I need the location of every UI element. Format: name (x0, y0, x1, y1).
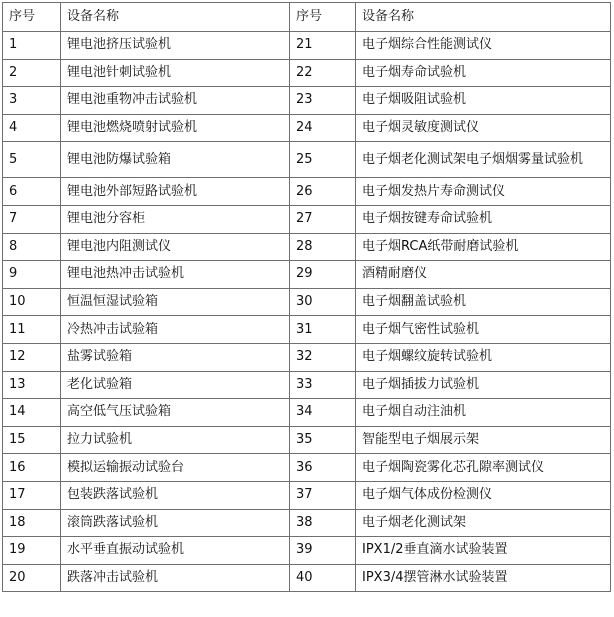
serial-cell-right: 34 (290, 399, 356, 427)
serial-cell-right: 32 (290, 343, 356, 371)
name-cell-right: 电子烟螺纹旋转试验机 (356, 343, 611, 371)
name-cell-left: 锂电池热冲击试验机 (61, 261, 290, 289)
table-row (3, 288, 611, 316)
serial-cell-left: 15 (3, 426, 61, 454)
serial-cell-left: 11 (3, 316, 61, 344)
serial-cell-left: 17 (3, 481, 61, 509)
equipment-table (2, 2, 611, 592)
name-cell-right: 酒精耐磨仪 (356, 261, 611, 289)
name-cell-right: 电子烟插拔力试验机 (356, 371, 611, 399)
serial-cell-right: 35 (290, 426, 356, 454)
table-row (3, 399, 611, 427)
serial-cell-right: 40 (290, 564, 356, 592)
name-cell-right: IPX3/4摆管淋水试验装置 (356, 564, 611, 592)
name-cell-right: 电子烟发热片寿命测试仪 (356, 178, 611, 206)
name-cell-right: 电子烟吸阻试验机 (356, 87, 611, 115)
table-row (3, 564, 611, 592)
table-row (3, 142, 611, 178)
name-cell-right: 电子烟气密性试验机 (356, 316, 611, 344)
serial-cell-right: 31 (290, 316, 356, 344)
name-cell-left: 冷热冲击试验箱 (61, 316, 290, 344)
table-row (3, 316, 611, 344)
table-row (3, 343, 611, 371)
name-cell-right: 电子烟翻盖试验机 (356, 288, 611, 316)
name-cell-left: 锂电池挤压试验机 (61, 32, 290, 60)
table-header-row (3, 3, 611, 32)
name-cell-left: 锂电池针刺试验机 (61, 59, 290, 87)
serial-cell-right: 23 (290, 87, 356, 115)
serial-cell-left: 3 (3, 87, 61, 115)
name-cell-right: 电子烟老化测试架 (356, 509, 611, 537)
table-row (3, 537, 611, 565)
serial-cell-left: 4 (3, 114, 61, 142)
name-cell-right: 电子烟自动注油机 (356, 399, 611, 427)
serial-cell-right: 29 (290, 261, 356, 289)
serial-cell-left: 19 (3, 537, 61, 565)
table-row (3, 178, 611, 206)
serial-cell-left: 13 (3, 371, 61, 399)
name-cell-right: 电子烟灵敏度测试仪 (356, 114, 611, 142)
name-cell-right: 电子烟气体成份检测仪 (356, 481, 611, 509)
table-body (3, 32, 611, 592)
name-cell-left: 锂电池燃烧喷射试验机 (61, 114, 290, 142)
name-cell-left: 跌落冲击试验机 (61, 564, 290, 592)
name-cell-left: 锂电池外部短路试验机 (61, 178, 290, 206)
name-cell-left: 拉力试验机 (61, 426, 290, 454)
table-row (3, 114, 611, 142)
table-row (3, 509, 611, 537)
header-name-left: 设备名称 (61, 3, 290, 32)
serial-cell-right: 38 (290, 509, 356, 537)
name-cell-right: 智能型电子烟展示架 (356, 426, 611, 454)
serial-cell-right: 36 (290, 454, 356, 482)
name-cell-right: 电子烟RCA纸带耐磨试验机 (356, 233, 611, 261)
serial-cell-left: 5 (3, 142, 61, 178)
serial-cell-left: 7 (3, 205, 61, 233)
name-cell-right: 电子烟陶瓷雾化芯孔隙率测试仪 (356, 454, 611, 482)
serial-cell-right: 22 (290, 59, 356, 87)
serial-cell-right: 37 (290, 481, 356, 509)
serial-cell-right: 25 (290, 142, 356, 178)
name-cell-left: 恒温恒湿试验箱 (61, 288, 290, 316)
serial-cell-right: 26 (290, 178, 356, 206)
table-row (3, 261, 611, 289)
name-cell-left: 锂电池防爆试验箱 (61, 142, 290, 178)
serial-cell-left: 12 (3, 343, 61, 371)
table-row (3, 32, 611, 60)
serial-cell-left: 16 (3, 454, 61, 482)
serial-cell-left: 9 (3, 261, 61, 289)
table-row (3, 371, 611, 399)
serial-cell-left: 2 (3, 59, 61, 87)
serial-cell-left: 14 (3, 399, 61, 427)
name-cell-left: 老化试验箱 (61, 371, 290, 399)
serial-cell-right: 24 (290, 114, 356, 142)
name-cell-right: 电子烟综合性能测试仪 (356, 32, 611, 60)
name-cell-left: 锂电池重物冲击试验机 (61, 87, 290, 115)
table-row (3, 205, 611, 233)
serial-cell-left: 1 (3, 32, 61, 60)
serial-cell-right: 21 (290, 32, 356, 60)
header-serial-left: 序号 (3, 3, 61, 32)
serial-cell-right: 33 (290, 371, 356, 399)
serial-cell-left: 6 (3, 178, 61, 206)
name-cell-left: 盐雾试验箱 (61, 343, 290, 371)
name-cell-right: IPX1/2垂直滴水试验装置 (356, 537, 611, 565)
serial-cell-left: 10 (3, 288, 61, 316)
serial-cell-right: 30 (290, 288, 356, 316)
table-row (3, 481, 611, 509)
serial-cell-left: 20 (3, 564, 61, 592)
name-cell-right: 电子烟寿命试验机 (356, 59, 611, 87)
name-cell-left: 包装跌落试验机 (61, 481, 290, 509)
table-row (3, 454, 611, 482)
name-cell-right: 电子烟老化测试架电子烟烟雾量试验机 (356, 142, 611, 178)
serial-cell-right: 39 (290, 537, 356, 565)
serial-cell-left: 18 (3, 509, 61, 537)
table-row (3, 233, 611, 261)
table-row (3, 87, 611, 115)
table-row (3, 426, 611, 454)
serial-cell-right: 27 (290, 205, 356, 233)
name-cell-left: 高空低气压试验箱 (61, 399, 290, 427)
table-row (3, 59, 611, 87)
serial-cell-left: 8 (3, 233, 61, 261)
header-name-right: 设备名称 (356, 3, 611, 32)
name-cell-left: 水平垂直振动试验机 (61, 537, 290, 565)
serial-cell-right: 28 (290, 233, 356, 261)
name-cell-left: 模拟运输振动试验台 (61, 454, 290, 482)
name-cell-right: 电子烟按键寿命试验机 (356, 205, 611, 233)
name-cell-left: 滚筒跌落试验机 (61, 509, 290, 537)
header-serial-right: 序号 (290, 3, 356, 32)
name-cell-left: 锂电池分容柜 (61, 205, 290, 233)
name-cell-left: 锂电池内阻测试仪 (61, 233, 290, 261)
